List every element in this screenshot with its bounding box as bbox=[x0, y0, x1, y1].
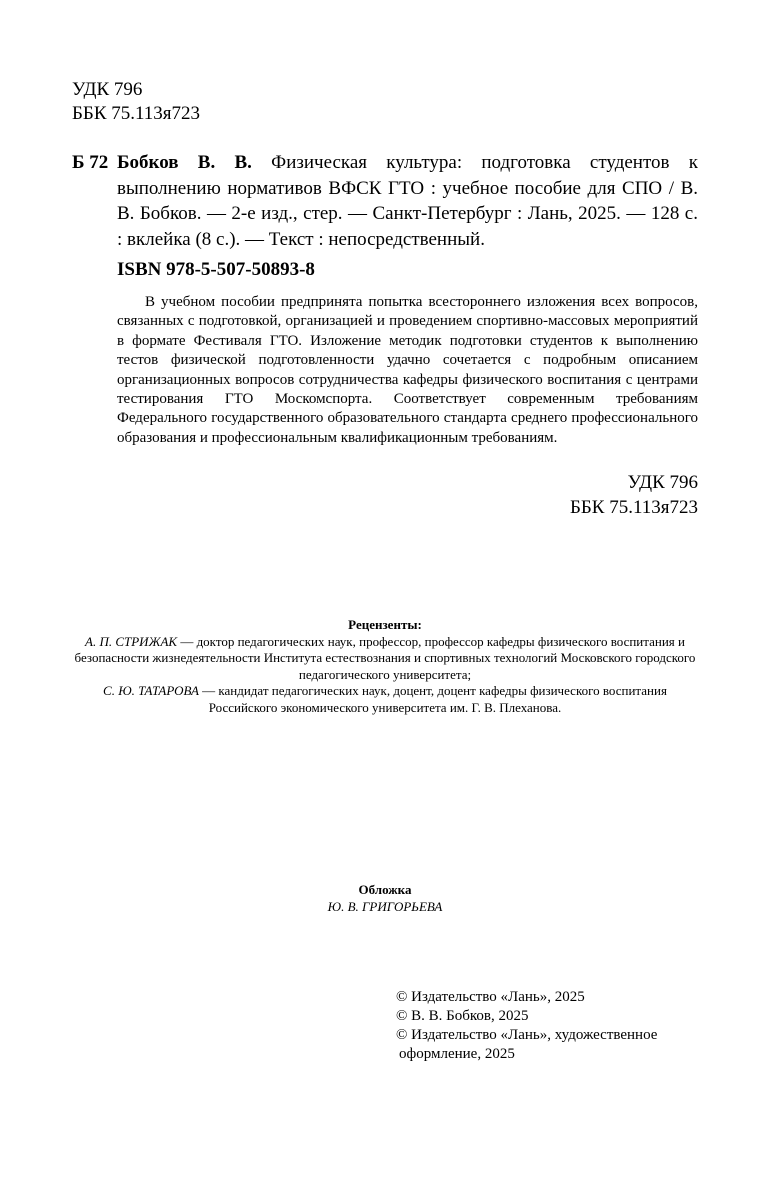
cover-heading: Обложка bbox=[358, 882, 412, 897]
isbn: ISBN 978-5-507-50893-8 bbox=[117, 259, 315, 280]
reviewer-description: — доктор педагогических наук, профессор, профессор кафедры физического воспитания и безопасности жизнедеятельности Института естествознания и спортивных технологий Московского городского педагогического университета; bbox=[74, 633, 696, 682]
cover-credit bbox=[72, 881, 698, 915]
description-text: Физическая культура: подготовка студентов к выполнению нормативов ВФСК ГТО : учебное пособие для СПО / В. В. Бобков. — 2-е изд., стер. — Санкт-Петербург : Лань, 2025. — 128 с. : вклейка (8 с.). — Текст : непосредственный. bbox=[117, 152, 698, 250]
reviewer-name: С. Ю. ТАТАРОВА bbox=[103, 683, 199, 698]
reviewer-description: — кандидат педагогических наук, доцент, доцент кафедры физического воспитания Российского экономического университета им. Г. В. Плеханова. bbox=[198, 683, 667, 715]
udk-code: УДК 796 bbox=[72, 79, 143, 100]
reviewer-item bbox=[72, 634, 698, 684]
udk-code: УДК 796 bbox=[627, 472, 698, 493]
reviewer-item bbox=[72, 683, 698, 716]
copyright-line: © Издательство «Лань», художественное bbox=[396, 1027, 658, 1043]
bibliographic-description bbox=[117, 150, 698, 252]
copyright-line: © Издательство «Лань», 2025 bbox=[396, 989, 585, 1005]
copyright-line: © В. В. Бобков, 2025 bbox=[396, 1008, 529, 1024]
classification-codes-bottom bbox=[570, 470, 698, 520]
annotation bbox=[117, 293, 698, 448]
reviewers bbox=[72, 617, 698, 716]
reviewer-name: А. П. СТРИЖАК bbox=[85, 633, 178, 649]
cover-designer: Ю. В. ГРИГОРЬЕВА bbox=[327, 899, 443, 914]
copyright-block bbox=[396, 988, 657, 1064]
author-name: Бобков В. В. bbox=[117, 152, 252, 173]
reviewers-heading: Рецензенты: bbox=[348, 617, 422, 632]
classification-codes-top bbox=[72, 78, 200, 126]
author-mark: Б 72 bbox=[72, 152, 109, 173]
bibliographic-entry bbox=[72, 150, 698, 252]
copyright-line: оформление, 2025 bbox=[399, 1046, 515, 1062]
bbk-code: ББК 75.113я723 bbox=[72, 103, 201, 124]
bbk-code: ББК 75.113я723 bbox=[569, 497, 698, 518]
annotation-text: В учебном пособии предпринята попытка всестороннего изложения всех вопросов, связанных с подготовкой, организацией и проведением спортивно-массовых мероприятий в формате Фестиваля ГТО. Изложение методик подготовки студентов к выполнению тестов физической подготовленности удачно сочетается с подробным описанием организационных вопросов сотрудничества кафедры физического воспитания с центрами тестирования ГТО Москомспорта. Соответствует современным требованиям Федерального государственного образовательного стандарта среднего профессионального образования и профессиональным квалификационным требованиям. bbox=[117, 294, 698, 446]
